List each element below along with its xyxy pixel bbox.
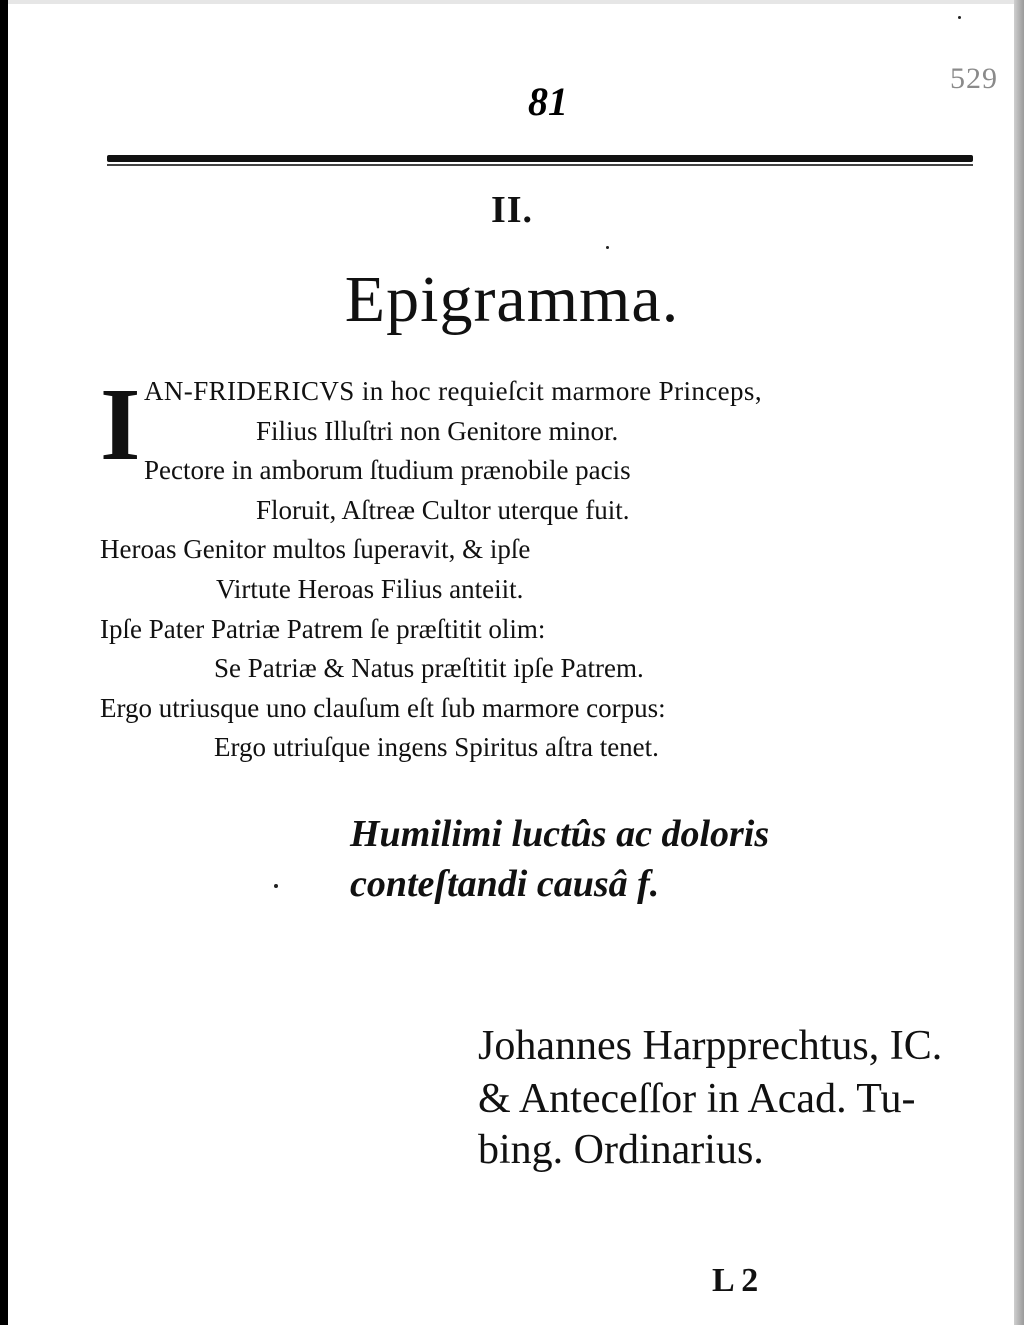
author-line: bing. Ordinarius.: [478, 1127, 764, 1173]
drop-cap: I: [100, 367, 141, 482]
library-number: 529: [950, 62, 998, 95]
page-title: Epigramma.: [344, 263, 680, 336]
poem-line: AN-FRIDERICVS in hoc requieſcit marmore Princeps,: [144, 376, 762, 406]
section-number: II.: [490, 189, 534, 231]
poem-line: Heroas Genitor multos ſuperavit, & ipſe: [100, 534, 531, 565]
poem-line: Filius Illuſtri non Genitore minor.: [256, 415, 619, 446]
scan-speck: [958, 16, 961, 19]
author-line: & Anteceſſor in Acad. Tu-: [478, 1076, 916, 1122]
scan-speck: [274, 884, 278, 888]
poem-line: Ergo utriusque uno clauſum eſt ſub marmore corpus:: [100, 692, 666, 723]
scan-edge-top: [0, 0, 1024, 4]
header-rule: [107, 155, 973, 162]
poem-line: Pectore in amborum ſtudium prænobile pacis: [144, 455, 631, 486]
poem: [100, 367, 990, 768]
poem-line: Floruit, Aſtreæ Cultor uterque fuit.: [256, 494, 630, 525]
subscription-line: conteſtandi causâ f.: [350, 863, 660, 905]
poem-line: Virtute Heroas Filius anteiit.: [216, 573, 524, 604]
poem-line: Ergo utriuſque ingens Spiritus aſtra tenet.: [214, 732, 659, 763]
subscription-line: Humilimi luctûs ac doloris: [350, 813, 770, 855]
scan-speck: [606, 246, 609, 249]
poem-line: Ipſe Pater Patriæ Patrem ſe præſtitit olim:: [100, 613, 546, 644]
page-number: 81: [528, 79, 568, 124]
author-line: Johannes Harpprechtus, IC.: [478, 1023, 943, 1069]
poem-line: Se Patriæ & Natus præſtitit ipſe Patrem.: [214, 653, 644, 684]
signature-mark: L 2: [712, 1262, 759, 1299]
